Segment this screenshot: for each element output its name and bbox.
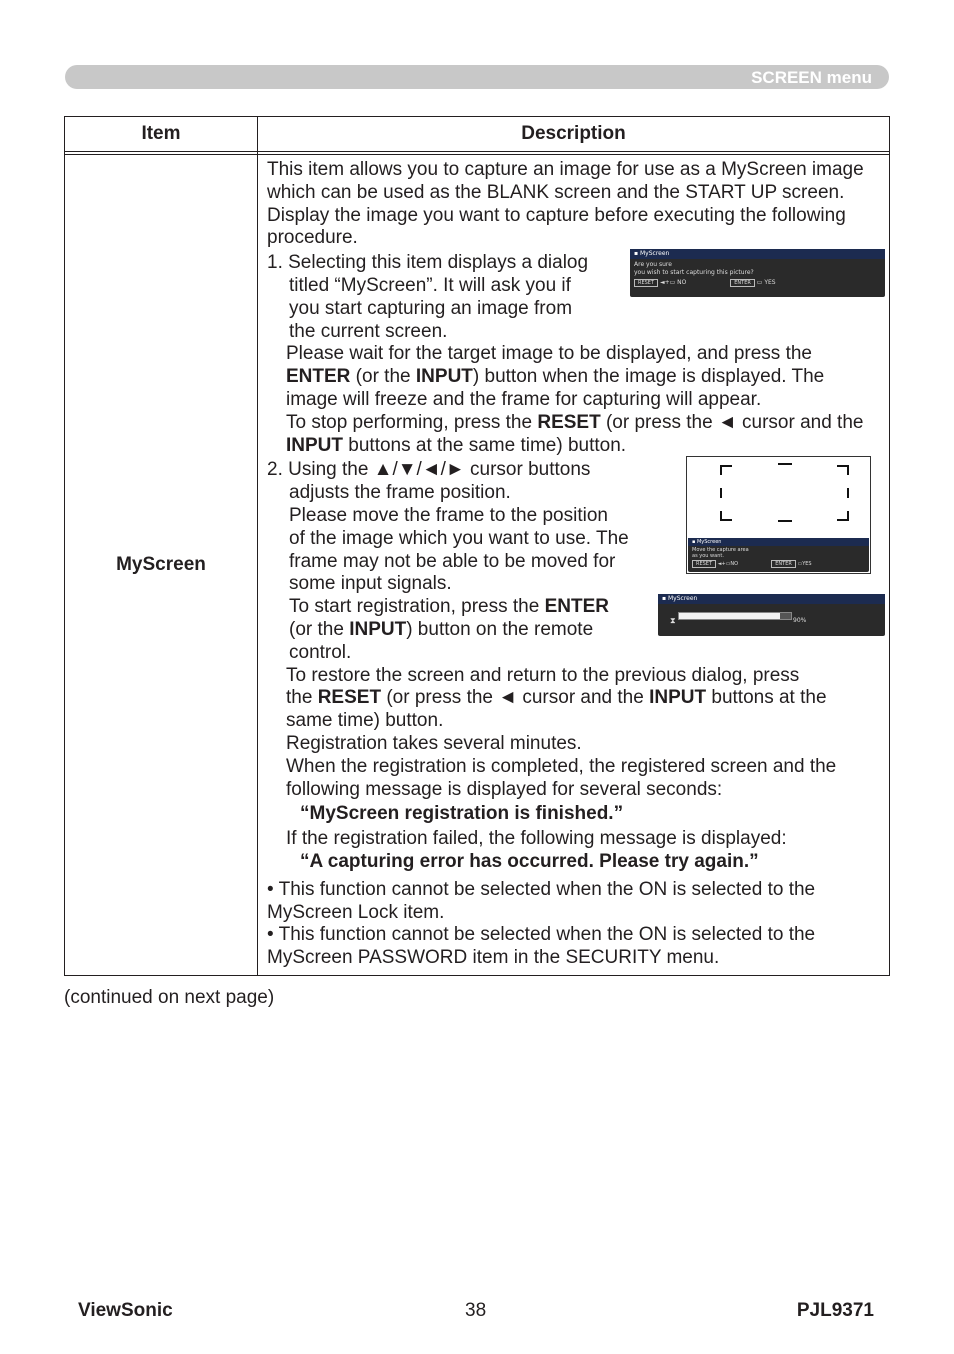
reg-b: (or the — [289, 618, 350, 640]
hourglass-icon: ⧗ — [670, 616, 676, 626]
restore-b: the — [286, 687, 318, 709]
enter-button: ENTER — [730, 279, 755, 287]
enter-key: ENTER — [286, 366, 351, 388]
failed-text: If the registration failed, the following message is displayed: — [286, 828, 787, 850]
intro-text: This item allows you to capture an image for use as a MyScreen image which can be used as the BLANK screen and the START UP screen. Display the image you want to capture before executing the following procedure. — [267, 159, 864, 249]
stop-c: buttons at the same time) button. — [343, 434, 627, 456]
move-dialog-line1: Move the capture area — [692, 547, 749, 554]
reset-key-2: RESET — [317, 687, 382, 709]
restore-line3: same time) button. — [286, 710, 444, 732]
wait-line2 — [286, 366, 881, 412]
enter-key-2: ENTER — [544, 596, 609, 618]
dialog-buttons — [630, 279, 885, 289]
step2-line1: 2. Using the ▲/▼/◄/► cursor buttons — [267, 459, 591, 481]
move-area-dialog — [688, 538, 869, 572]
confirm-dialog-screenshot — [630, 249, 885, 297]
move-enter-button: ENTER — [771, 560, 796, 568]
progress-title: MyScreen — [667, 595, 698, 603]
success-message: “MyScreen registration is finished.” — [300, 803, 624, 825]
dialog-message — [630, 259, 885, 279]
registration-line3: control. — [289, 641, 352, 663]
move-dialog-line2: as you want. — [692, 553, 724, 560]
move-dialog-title: MyScreen — [696, 539, 722, 546]
wait-line1: Please wait for the target image to be displayed, and press the — [286, 343, 812, 365]
stop-a: To stop performing, press the — [286, 411, 538, 433]
wait-or-the: (or the — [350, 366, 416, 388]
dialog-line2: you wish to start capturing this picture? — [634, 269, 754, 277]
description-cell — [258, 155, 890, 976]
restore-c: (or press the ◄ cursor and the — [381, 687, 650, 709]
step1-line1: 1. Selecting this item displays a dialog — [267, 252, 589, 274]
completed-text: When the registration is completed, the registered screen and the following message is displayed for several seconds: — [286, 755, 837, 800]
step2-line6: some input signals. — [289, 573, 452, 595]
step1-line3: you start capturing an image from — [289, 297, 573, 319]
section-title: SCREEN menu — [751, 68, 872, 87]
footer-brand: ViewSonic — [78, 1300, 173, 1321]
dialog-title: MyScreen — [639, 250, 670, 258]
input-key-3: INPUT — [349, 618, 407, 640]
input-key: INPUT — [415, 366, 473, 388]
step2-line3: Please move the frame to the position — [289, 504, 608, 526]
restore-line1: To restore the screen and return to the previous dialog, press — [286, 664, 800, 686]
step2-line5: frame may not be able to be moved for — [289, 550, 616, 572]
move-dialog-buttons — [688, 560, 869, 568]
restore-d: buttons at the — [706, 687, 827, 709]
column-header-item: Item — [65, 117, 258, 152]
item-name: MyScreen — [65, 155, 258, 976]
dialog-titlebar: ▪ MyScreen — [630, 249, 885, 259]
menu-table — [64, 116, 890, 976]
step1-line4: the current screen. — [289, 320, 448, 342]
section-header-bar — [65, 65, 889, 89]
column-header-description: Description — [258, 117, 890, 152]
yes-option: ▭ YES — [756, 279, 776, 287]
continued-note: (continued on next page) — [64, 987, 275, 1008]
wait-rest: ) button when the image is displayed. The image will freeze and the frame for capturing will appear. — [286, 366, 825, 410]
reg-c: ) button on the remote — [406, 618, 594, 640]
step1-line2: titled “MyScreen”. It will ask you if — [289, 274, 571, 296]
no-option: ◄+▭ NO — [659, 279, 687, 287]
input-key-2: INPUT — [286, 434, 343, 456]
progress-dialog-screenshot — [658, 594, 885, 636]
progress-bar — [678, 612, 792, 620]
move-dialog-message — [688, 546, 869, 560]
note-password: • This function cannot be selected when the ON is selected to the MyScreen PASSWORD item in the SECURITY menu. — [267, 924, 816, 969]
move-yes-label: YES — [802, 561, 812, 568]
note-lock: • This function cannot be selected when the ON is selected to the MyScreen Lock item. — [267, 878, 816, 923]
reset-key: RESET — [537, 411, 601, 433]
error-message: “A capturing error has occurred. Please try again.” — [300, 850, 759, 872]
step2-line4: of the image which you want to use. The — [289, 527, 629, 549]
dialog-line1: Are you sure — [634, 261, 672, 269]
yes-label: YES — [764, 279, 776, 287]
reset-button: RESET — [634, 279, 658, 287]
footer-model: PJL9371 — [796, 1300, 874, 1321]
capture-frame-screenshot — [686, 456, 871, 574]
registration-time: Registration takes several minutes. — [286, 732, 582, 754]
progress-fill — [679, 613, 780, 619]
move-reset-button: RESET — [692, 560, 716, 568]
stop-text — [286, 412, 881, 458]
move-no-label: NO — [730, 561, 739, 568]
step2-line2: adjusts the frame position. — [289, 482, 511, 504]
reg-a: To start registration, press the — [289, 596, 545, 618]
footer-page-number: 38 — [465, 1300, 487, 1321]
stop-b: (or press the ◄ cursor and the — [600, 411, 864, 433]
restore-line2 — [286, 687, 881, 710]
progress-titlebar: ▪ MyScreen — [658, 594, 885, 604]
input-key-4: INPUT — [649, 687, 707, 709]
move-dialog-titlebar: ▪ MyScreen — [688, 538, 869, 546]
progress-percent: 90% — [793, 617, 807, 625]
move-yes-option: ▭YES — [797, 561, 812, 568]
move-no-option: ◄+▭NO — [717, 561, 739, 568]
no-label: NO — [677, 279, 687, 287]
